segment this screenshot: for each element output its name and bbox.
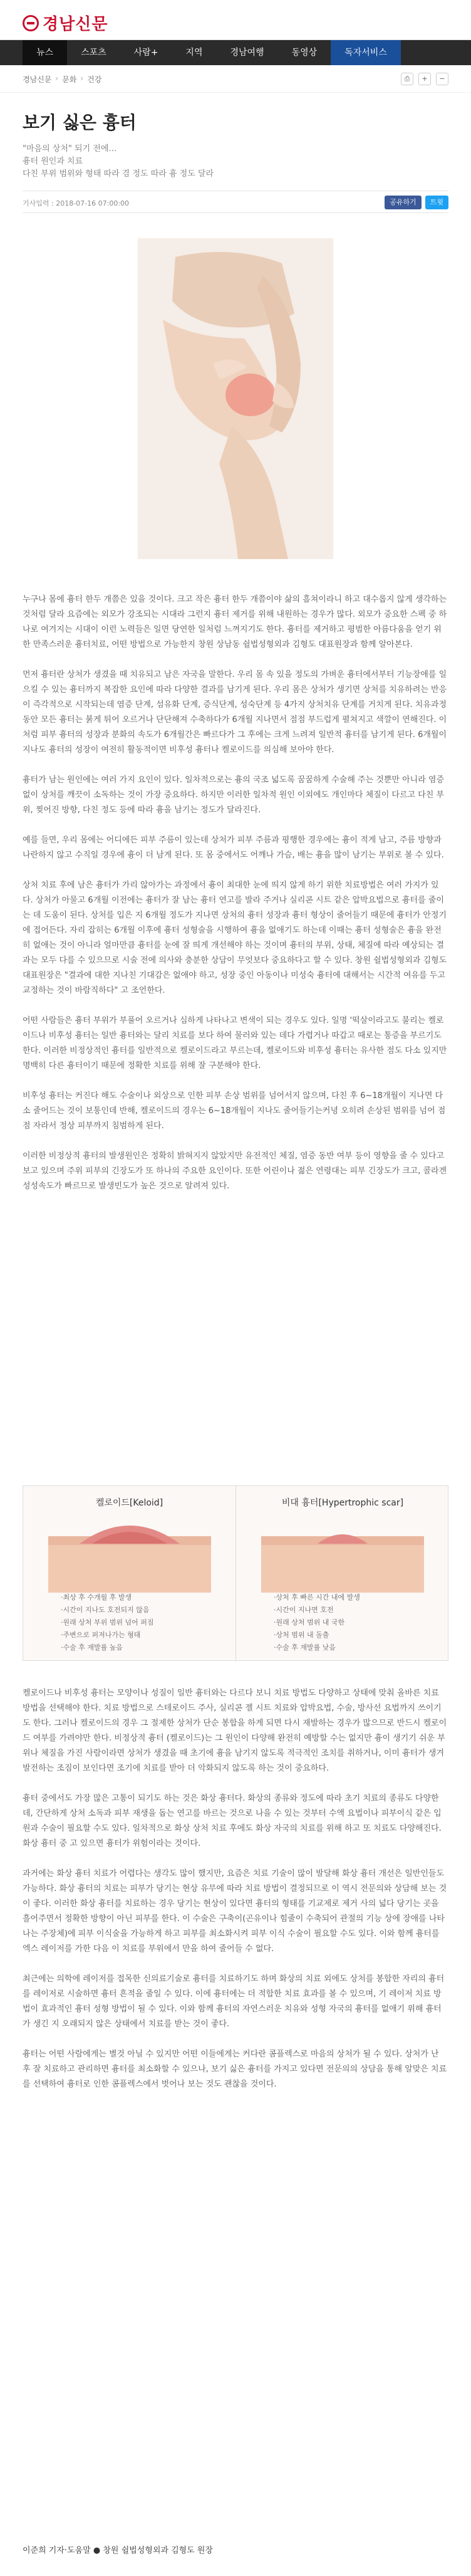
facebook-share-button[interactable]: 공유하기 xyxy=(385,196,422,209)
article-subtitle: 흉터 원인과 치료 xyxy=(23,157,83,166)
keloid-feature: ·원래 상처 부위 범위 넘어 퍼짐 xyxy=(61,1618,154,1626)
hypertrophic-feature: ·수술 후 재발률 낮음 xyxy=(274,1643,336,1652)
font-increase-icon[interactable]: + xyxy=(418,73,431,85)
keloid-feature: ·수술 후 재발률 높음 xyxy=(61,1643,123,1652)
published-date: 기사입력 : 2018-07-16 07:00:00 xyxy=(23,199,130,207)
article-body-part1 xyxy=(23,592,448,1209)
breadcrumb xyxy=(23,74,101,85)
print-icon[interactable]: ⎙ xyxy=(401,73,413,85)
nav-item-people[interactable]: 사람+ xyxy=(133,48,158,58)
site-logo[interactable] xyxy=(23,11,108,34)
hypertrophic-feature: ·상처 범위 내 돌출 xyxy=(274,1631,329,1639)
logo-mark-icon xyxy=(23,15,39,31)
nav-item-news[interactable]: 뉴스 xyxy=(23,40,67,65)
nav-item-video[interactable]: 동영상 xyxy=(291,48,318,58)
keloid-feature: ·최상 후 수개월 후 발생 xyxy=(61,1593,132,1601)
hypertrophic-skin-illustration xyxy=(236,1511,449,1599)
sub-header xyxy=(0,65,471,93)
article-meta xyxy=(23,191,448,213)
top-header xyxy=(0,0,471,40)
article-paragraph: 흉터 중에서도 가장 많은 고통이 되기도 하는 것은 화상 흉터다. 화상의 종류와 정도에 따라 초기 치료의 종류도 다양한데, 간단하게 상처 소독과 피부 재생을 돕는 연고를 바르는 것으로 나을 수 있는 것부터 수액 요법이나 피부이식 같은 입원과 수술이 필요할 수도 있다. 일차적으로 화상 상처 치료 후에도 화상 자국의 치료를 위해 하고 또 치료도 다양해진다. 화상 흉터 중 고 있으면 흉터가 위험이라는 것이다. xyxy=(23,1794,442,1848)
article-paragraph: 어떤 사람들은 흉터 부위가 부풀어 오르거나 심하게 나타나고 변색이 되는 경우도 있다. 일명 '떡살이라고도 불리는 켈로이드나 비후성 흉터는 일반 흉터와는 달리 치료를 보다 하여 물러와 있는 데다 가렵거나 따갑고 때로는 통증을 부르기도 한다. 이러한 비정상적인 흉터를 일반적으로 켈로이드라고 부르는데, 켈로이드와 비후성 흉터는 유사한 점도 다소 있지만 명백히 다른 흉터이기 때문에 정확한 치료를 위해 잘 구분해야 한다. xyxy=(23,1016,447,1071)
keloid-features xyxy=(61,1591,154,1654)
keloid-feature: ·주변으로 퍼져나가는 형태 xyxy=(61,1631,141,1639)
article-paragraph: 예를 들면, 우리 몸에는 어디에든 피부 주름이 있는데 상처가 피부 주름과 평행한 경우에는 흉이 적게 남고, 주름 방향과 나란하지 않고 수직일 경우에 흉이 더 남게 된다. 또 몸 중에서도 어깨나 가슴, 배는 흉을 많이 남기는 부위로 볼 수 있다. xyxy=(23,835,444,860)
article-paragraph: 상처 치료 후에 남은 흉터가 가리 않아가는 과정에서 흉이 최대한 눈에 띄지 않게 하기 위한 치료방법은 여러 가지가 있다. 상처가 아물고 6개월 이전에는 흉터가 잘 남는 흉터 연고를 발라 주거나 실리콘 시트 같은 압박요법으로 흉터를 줄이는 데 도움이 된다. 상처를 입은 지 6개월 정도가 지나면 상처의 흉터 성장과 흉터 형상이 줄어들기 때문에 흉터가 안정기에 접어든다. 자리 잡히는 6개월 이후에 흉터 성형술을 시행하여 흉을 없애기도 하는데 이때는 흉터 성형술은 흉을 완전히 없애는 것이 아니라 얼마만큼 흉터를 눈에 잘 띄게 개선해야 하는 것이며 흉터의 부위, 상태, 체질에 따라 예상되는 결과는 모두 다를 수 있으므로 시술 전에 의사와 충분한 상담이 무엇보다 중요하다고 할 수 있다. 창원 쉴법성형외과 김형도 대표원장은 "결과에 대한 지나친 기대감은 없애야 하고, 성장 중인 아동이나 미성숙 흉터에 대해서는 시간적 여유를 두고 교정하는 것이 바람직하다" 고 조언한다. xyxy=(23,881,447,995)
breadcrumb-separator: › xyxy=(55,74,59,83)
breadcrumb-home[interactable]: 경남신문 xyxy=(23,75,52,84)
nav-item-reader-service[interactable]: 독자서비스 xyxy=(331,40,401,65)
article-byline: 이준희 기자·도움말 ● 창원 쉴법성형외과 김형도 원장 xyxy=(23,2546,213,2555)
article-paragraph: 과거에는 화상 흉터 치료가 어렵다는 생각도 많이 했지만, 요즘은 치료 기술이 많이 발달해 화상 흉터 개선은 일반인들도 가능하다. 화상 흉터의 치료는 피부가 당기는 현상 유무에 따라 치료 방법이 결정되므로 이 역시 전문의와 상담해 보는 것이 좋다. 이러한 화상 흉터를 치료하는 경우 당기는 현상이 있다면 흉터의 형태를 기교제로 제거 사의 넓다 당기는 곳을 흘어주면서 정확한 방향이 아닌 피부를 한다. 이 수술은 구축이(곤유이나 힘줄이 수축되어 관절의 기능 상에 장애를 나타나는 주장체)에 피부 이식술을 가능하게 하고 피부를 최소화시켜 피부 이식 수술이 필요할 수도 있다. 이와 함께 흉터를 엑스 레이저를 가한 다음 이 치료를 부위에서 만을 하여 줄어들 수 없다. xyxy=(23,1869,447,1954)
article-subtitle: "마음의 상처" 되기 전에… xyxy=(23,144,117,154)
knee-photo-illustration xyxy=(138,238,333,559)
hypertrophic-panel xyxy=(236,1486,449,1662)
article-body-part2 xyxy=(23,1686,448,2107)
article-paragraph: 비후성 흉터는 커진다 해도 수술이나 외상으로 인한 피부 손상 범위를 넘어서지 않으며, 다친 후 6~18개월이 지나면 다소 줄어드는 것이 보통인데 반해, 켈로이드의 경우는 6~18개월이 지나도 줄어들기는커녕 오히려 손상된 범위를 넘어 점점 자라서 정상 피부까지 침범하게 된다. xyxy=(23,1091,446,1131)
font-decrease-icon[interactable]: − xyxy=(436,73,448,85)
article-tools xyxy=(401,73,448,85)
article-paragraph: 켈로이드나 비후성 흉터는 모양이나 성질이 일반 흉터와는 다르다 보니 치료 방법도 다양하고 상태에 맞춰 올바른 치료 방법을 선택해야 한다. 치료 방법으로 스테로이드 주사, 실리콘 젤 시트 치료와 압박요법, 수술, 방사선 요법까지 쓰이기도 한다. 그러나 켈로이드의 경우 그 절제한 상처가 단순 봉합을 하게 되면 다시 재발하는 경우가 많으므로 반드시 켈로이드 여부를 가려야만 한다. 비정상적 흉터 (켈로이드)는 그 원인이 다양해 완전히 예방할 수는 없지만 흉이 생기기 쉬운 부위나 체질을 가진 사람이라면 상처가 생겼을 때 초기에 흉을 남기지 않도록 적극적인 조치를 취하거나, 이미 흉터가 생겨 발전하는 조짐이 보인다면 조기에 치료를 받아 더 악화되지 않도록 하는 것이 중요하다. xyxy=(23,1689,447,1773)
keloid-feature: ·시간이 지나도 호전되지 않음 xyxy=(61,1606,150,1614)
article-paragraph: 흉터가 남는 원인에는 여러 가지 요인이 있다. 일차적으로는 흉의 국조 넓도록 꿈꿈하게 수술해 주는 것뿐만 아니라 염증 없이 상처를 깨끗이 소독하는 것이 가장 중요하다. 하지만 이러한 일차적 원인 이외에도 개인마다 체질이 다르고 다친 부위, 찢어진 방향, 다친 정도 등에 따라 흉을 남기는 정도가 달라진다. xyxy=(23,775,445,815)
share-buttons xyxy=(385,196,448,209)
article-subtitle: 다친 부위 범위와 형태 따라 겸 정도 따라 흉 정도 달라 xyxy=(23,169,214,179)
hypertrophic-feature: ·원래 상처 범위 내 국한 xyxy=(274,1618,345,1626)
hypertrophic-feature: ·상처 후 빠른 시간 내에 발생 xyxy=(274,1593,360,1601)
article-paragraph: 최근에는 의학에 레이저를 접목한 신의료기술로 흉터를 치료하기도 하며 화상의 치료 외에도 상처를 봉합한 자리의 흉터를 레이저로 시술하면 흉터 흔적을 줄일 수 있다. 이에 흉터에는 더 적합한 치료 효과를 볼 수 있으며, 기 레이저 치료 방법이 효과적인 흉터 성형 방법이 될 수 있다. 이와 함께 흉터의 자연스러운 치유와 성형 자국의 흉터를 없애기 위해 흉터가 생긴 지 오래되지 않은 상태에서 치료를 받는 것이 좋다. xyxy=(23,1974,445,2029)
nav-item-sports[interactable]: 스포츠 xyxy=(81,48,106,58)
nav-item-region[interactable]: 지역 xyxy=(185,48,203,58)
article-paragraph: 흉터는 어떤 사람에게는 별것 아닐 수 있지만 어떤 이들에게는 커다란 콤플렉스로 마음의 상처가 될 수 있다. 상처가 난 후 잘 치료하고 관리하면 흉터를 최소화할 수 있으나, 보기 싫은 흉터를 가지고 있다면 전문의의 상담을 통해 알맞은 치료를 선택하여 흉터로 인한 콤플렉스에서 벗어나 보는 것도 괜찮을 것이다. xyxy=(23,2050,447,2089)
main-nav xyxy=(0,40,471,65)
article-paragraph: 이러한 비정상적 흉터의 발생원인은 정확히 밝혀지지 않았지만 유전적인 체질, 염증 동반 여부 등이 영향을 줄 수 있다고 보고 있으며 주위 피부의 긴장도가 또 하나의 주요한 요인이다. 또한 어린이나 젊은 연령대는 피부 긴장도가 크고, 콜라겐 성성속도가 빠르므로 발생빈도가 높은 것으로 알려져 있다. xyxy=(23,1151,447,1191)
hypertrophic-title: 비대 흉터[Hypertrophic scar] xyxy=(281,1498,404,1508)
twitter-share-button[interactable]: 트윗 xyxy=(425,196,448,209)
keloid-skin-illustration xyxy=(23,1511,236,1599)
nav-item-travel[interactable]: 경남여행 xyxy=(230,48,264,58)
article-header xyxy=(0,93,471,181)
keloid-title: 켈로이드[Keloid] xyxy=(95,1498,163,1508)
logo-text: 경남신문 xyxy=(43,15,108,34)
hypertrophic-features xyxy=(274,1591,360,1654)
article-paragraph: 먼저 흉터란 상처가 생겼을 때 치유되고 남은 자국을 말한다. 우리 몸 속 있을 정도의 가벼운 흉터에서부터 기능장애를 일으킬 수 있는 흉터까지 복잡한 요인에 따라 다양한 결과를 남기게 된다. 우리 몸은 상처가 생기면 상처를 치유하려는 반응이 즉각적으로 시작되는데 염증 단계, 섬유화 단계, 증식단계, 성숙단계 등 4가지 상처치유 단계를 거치게 된다. 치유과정 동안 모든 흉터는 붉게 튀어 오르거나 단단해져 수축하다가 6개월 지나면서 점점 부드럽게 펼쳐지고 색깔이 연해진다. 이처럼 피부 흉터의 성장과 분화의 속도가 6개월간은 빠르다가 그 후에는 크게 느려져 일반적 흉터를 남기게 된다. 6개월이 지나도 흉터의 성장이 여전히 활동적이면 비후성 흉터나 켈로이드를 의심해 보아야 한다. xyxy=(23,670,447,755)
breadcrumb-separator: › xyxy=(80,74,84,83)
hypertrophic-feature: ·시간이 지나면 호전 xyxy=(274,1606,334,1614)
breadcrumb-health[interactable]: 건강 xyxy=(87,75,102,84)
breadcrumb-culture[interactable]: 문화 xyxy=(62,75,77,84)
keloid-panel xyxy=(23,1486,236,1662)
article-subtitles xyxy=(23,143,448,181)
article-paragraph: 누구나 몸에 흉터 한두 개쯤은 있을 것이다. 크고 작은 흉터 한두 개쯤이야 삶의 흠쳐이라니 하고 대수롭지 않게 생각하는 것처럼 달라 요즘에는 외모가 강조되는 시대라 그런지 흉터 제거를 위해 내원하는 경우가 많다. 외모가 중요한 스펙 중 하나로 여겨지는 시대이 이런 노력들은 일면 당연한 일처럼 느껴지기도 한다. 흉터를 제거하고 평범한 아름다움을 얻기 위한 만족스러운 흉터치료, 어떤 방법으로 가능한지 창원 상남동 쉴법성형외과 김형도 대표원장과 함께 알아본다. xyxy=(23,595,447,649)
article-photo-knee xyxy=(138,238,333,559)
scar-comparison-figure xyxy=(23,1485,448,1661)
article-title: 보기 싫은 흉터 xyxy=(23,112,137,133)
